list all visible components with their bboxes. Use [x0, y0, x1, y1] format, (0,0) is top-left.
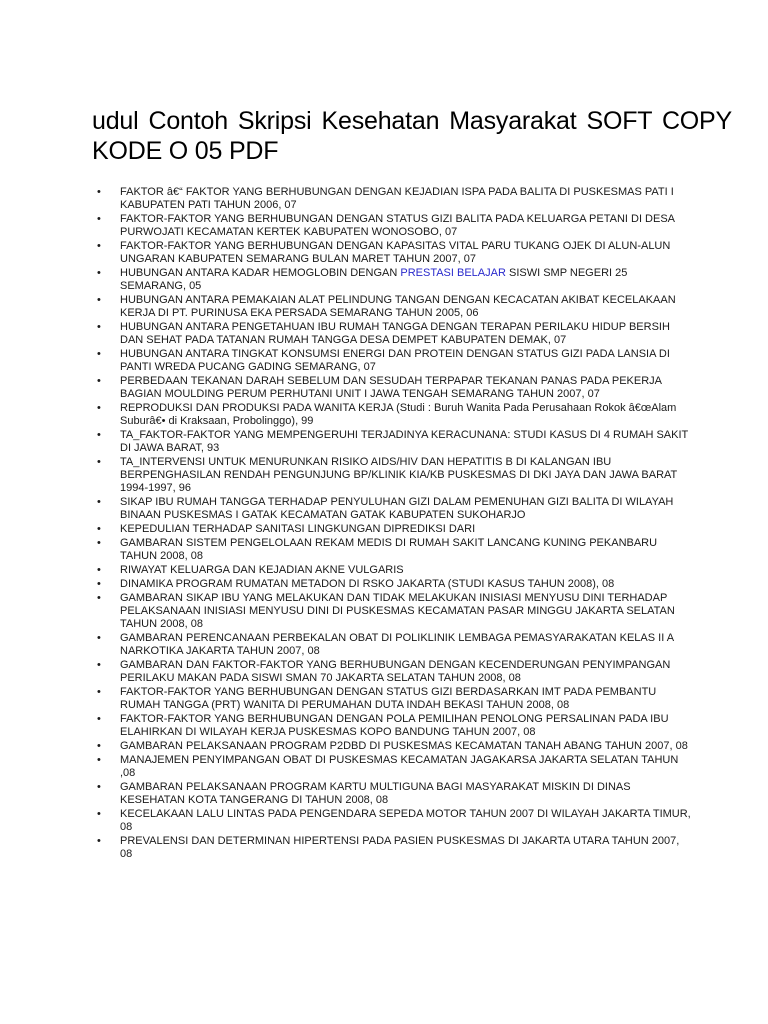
bullet-icon: •: [97, 523, 101, 535]
list-item: [92, 213, 692, 239]
list-item-text: PERBEDAAN TEKANAN DARAH SEBELUM DAN SESUDAH TERPAPAR TEKANAN PANAS PADA PEKERJA BAGIAN MOULDING PERUM PERHUTANI UNIT I JAWA TENGAH SEMARANG TAHUN 2007, 07: [120, 375, 662, 400]
list-item: [92, 375, 692, 401]
list-item-text: DINAMIKA PROGRAM RUMATAN METADON DI RSKO JAKARTA (STUDI KASUS TAHUN 2008), 08: [120, 578, 615, 590]
bullet-icon: •: [97, 564, 101, 576]
list-item: [92, 686, 692, 712]
document-title: udul Contoh Skripsi Kesehatan Masyarakat SOFT COPY KODE O 05 PDF: [92, 107, 732, 165]
bullet-icon: •: [97, 267, 101, 279]
bullet-icon: •: [97, 592, 101, 604]
list-item-text: RIWAYAT KELUARGA DAN KEJADIAN AKNE VULGARIS: [120, 564, 404, 576]
list-item: [92, 740, 692, 753]
list-item-text: HUBUNGAN ANTARA TINGKAT KONSUMSI ENERGI DAN PROTEIN DENGAN STATUS GIZI PADA LANSIA DI PANTI WREDA PUCANG GADING SEMARANG, 07: [120, 348, 670, 373]
list-item: [92, 186, 692, 212]
bullet-icon: •: [97, 496, 101, 508]
list-item-text: HUBUNGAN ANTARA PEMAKAIAN ALAT PELINDUNG TANGAN DENGAN KECACATAN AKIBAT KECELAKAAN KERJA DI PT. PURINUSA EKA PERSADA SEMARANG TAHUN 2005, 06: [120, 294, 676, 319]
list-item-text: TA_FAKTOR-FAKTOR YANG MEMPENGERUHI TERJADINYA KERACUNANA: STUDI KASUS DI 4 RUMAH SAKIT DI JAWA BARAT, 93: [120, 429, 689, 454]
list-item-text: SIKAP IBU RUMAH TANGGA TERHADAP PENYULUHAN GIZI DALAM PEMENUHAN GIZI BALITA DI WILAYAH BINAAN PUSKESMAS I GATAK KECAMATAN GATAK KABUPATEN SUKOHARJO: [120, 496, 674, 521]
list-item: [92, 835, 692, 861]
list-item-text: GAMBARAN SISTEM PENGELOLAAN REKAM MEDIS DI RUMAH SAKIT LANCANG KUNING PEKANBARU TAHUN 2008, 08: [120, 537, 658, 562]
bullet-icon: •: [97, 835, 101, 847]
list-item-text-after: SISWI SMP NEGERI 25 SEMARANG, 05: [120, 267, 628, 292]
list-item-text-before: HUBUNGAN ANTARA KADAR HEMOGLOBIN DENGAN: [120, 267, 401, 279]
bullet-icon: •: [97, 578, 101, 590]
bullet-icon: •: [97, 537, 101, 549]
list-item-text: FAKTOR â€“ FAKTOR YANG BERHUBUNGAN DENGAN KEJADIAN ISPA PADA BALITA DI PUSKESMAS PATI I KABUPATEN PATI TAHUN 2006, 07: [120, 186, 674, 211]
bullet-icon: •: [97, 402, 101, 414]
bullet-icon: •: [97, 321, 101, 333]
list-item: [92, 537, 692, 563]
list-item: [92, 713, 692, 739]
list-item-text: GAMBARAN SIKAP IBU YANG MELAKUKAN DAN TIDAK MELAKUKAN INISIASI MENYUSU DINI TERHADAP PELAKSANAAN INISIASI MENYUSU DINI DI PUSKESMAS KECAMATAN PASAR MINGGU JAKARTA SELATAN TAHUN 2008, 08: [120, 592, 675, 630]
list-item-text: GAMBARAN PELAKSANAAN PROGRAM KARTU MULTIGUNA BAGI MASYARAKAT MISKIN DI DINAS KESEHATAN KOTA TANGERANG DI TAHUN 2008, 08: [120, 781, 631, 806]
list-item: [92, 578, 692, 591]
list-item-text: FAKTOR-FAKTOR YANG BERHUBUNGAN DENGAN POLA PEMILIHAN PENOLONG PERSALINAN PADA IBU ELAHIRKAN DI WILAYAH KERJA PUSKESMAS KOPO BANDUNG TAHUN 2007, 08: [120, 713, 669, 738]
list-item: [92, 523, 692, 536]
list-item: [92, 496, 692, 522]
list-item-text: PREVALENSI DAN DETERMINAN HIPERTENSI PADA PASIEN PUSKESMAS DI JAKARTA UTARA TAHUN 2007, 08: [120, 835, 680, 860]
list-item-text: KEPEDULIAN TERHADAP SANITASI LINGKUNGAN DIPREDIKSI DARI: [120, 523, 476, 535]
bullet-icon: •: [97, 659, 101, 671]
bullet-icon: •: [97, 781, 101, 793]
bullet-icon: •: [97, 808, 101, 820]
list-item: [92, 564, 692, 577]
list-item-text: FAKTOR-FAKTOR YANG BERHUBUNGAN DENGAN STATUS GIZI BERDASARKAN IMT PADA PEMBANTU RUMAH TANGGA (PRT) WANITA DI PERUMAHAN DUTA INDAH BEKASI TAHUN 2008, 08: [120, 686, 657, 711]
list-item-text: REPRODUKSI DAN PRODUKSI PADA WANITA KERJA (Studi : Buruh Wanita Pada Perusahaan Rokok â€œAlam Suburâ€• di Kraksaan, Probolinggo), 99: [120, 402, 677, 427]
list-item-text: GAMBARAN PELAKSANAAN PROGRAM P2DBD DI PUSKESMAS KECAMATAN TANAH ABANG TAHUN 2007, 08: [120, 740, 688, 752]
bullet-icon: •: [97, 686, 101, 698]
list-item: [92, 240, 692, 266]
bullet-icon: •: [97, 456, 101, 468]
list-item: [92, 294, 692, 320]
list-item-text: TA_INTERVENSI UNTUK MENURUNKAN RISIKO AIDS/HIV DAN HEPATITIS B DI KALANGAN IBU BERPENGHASILAN RENDAH PENGUNJUNG BP/KLINIK KIA/KB PUSKESMAS DI DKI JAYA DAN JAWA BARAT 1994-1997, 96: [120, 456, 678, 494]
list-item: [92, 592, 692, 631]
list-item: [92, 321, 692, 347]
list-item-text: FAKTOR-FAKTOR YANG BERHUBUNGAN DENGAN STATUS GIZI BALITA PADA KELUARGA PETANI DI DESA PURWOJATI KECAMATAN KERTEK KABUPATEN WONOSOBO, 07: [120, 213, 675, 238]
list-item: [92, 754, 692, 780]
bullet-icon: •: [97, 713, 101, 725]
list-item: [92, 348, 692, 374]
bullet-icon: •: [97, 240, 101, 252]
list-item: [92, 429, 692, 455]
list-item: [92, 659, 692, 685]
bullet-icon: •: [97, 429, 101, 441]
list-item-text: MANAJEMEN PENYIMPANGAN OBAT DI PUSKESMAS KECAMATAN JAGAKARSA JAKARTA SELATAN TAHUN ,08: [120, 754, 679, 779]
list-item-text: GAMBARAN DAN FAKTOR-FAKTOR YANG BERHUBUNGAN DENGAN KECENDERUNGAN PENYIMPANGAN PERILAKU MAKAN PADA SISWI SMAN 70 JAKARTA SELATAN TAHUN 2008, 08: [120, 659, 671, 684]
list-item: [92, 808, 692, 834]
bullet-icon: •: [97, 186, 101, 198]
bullet-icon: •: [97, 740, 101, 752]
list-item-text: HUBUNGAN ANTARA PENGETAHUAN IBU RUMAH TANGGA DENGAN TERAPAN PERILAKU HIDUP BERSIH DAN SEHAT PADA TATANAN RUMAH TANGGA DESA DEMPET KABUPATEN DEMAK, 07: [120, 321, 670, 346]
bullet-icon: •: [97, 375, 101, 387]
list-item-text: FAKTOR-FAKTOR YANG BERHUBUNGAN DENGAN KAPASITAS VITAL PARU TUKANG OJEK DI ALUN-ALUN UNGARAN KABUPATEN SEMARANG BULAN MARET TAHUN 2007, 07: [120, 240, 671, 265]
prestasi-belajar-link[interactable]: PRESTASI BELAJAR: [400, 267, 506, 279]
list-item: [92, 781, 692, 807]
bullet-icon: •: [97, 213, 101, 225]
bullet-icon: •: [97, 294, 101, 306]
bullet-icon: •: [97, 754, 101, 766]
list-item-text: GAMBARAN PERENCANAAN PERBEKALAN OBAT DI POLIKLINIK LEMBAGA PEMASYARAKATAN KELAS II A NARKOTIKA JAKARTA TAHUN 2007, 08: [120, 632, 674, 657]
list-item: [92, 456, 692, 495]
list-item-text: KECELAKAAN LALU LINTAS PADA PENGENDARA SEPEDA MOTOR TAHUN 2007 DI WILAYAH JAKARTA TIMUR, 08: [120, 808, 691, 833]
thesis-list: [92, 186, 692, 862]
list-item: [92, 402, 692, 428]
list-item: [92, 632, 692, 658]
list-item: [92, 267, 692, 293]
bullet-icon: •: [97, 348, 101, 360]
bullet-icon: •: [97, 632, 101, 644]
